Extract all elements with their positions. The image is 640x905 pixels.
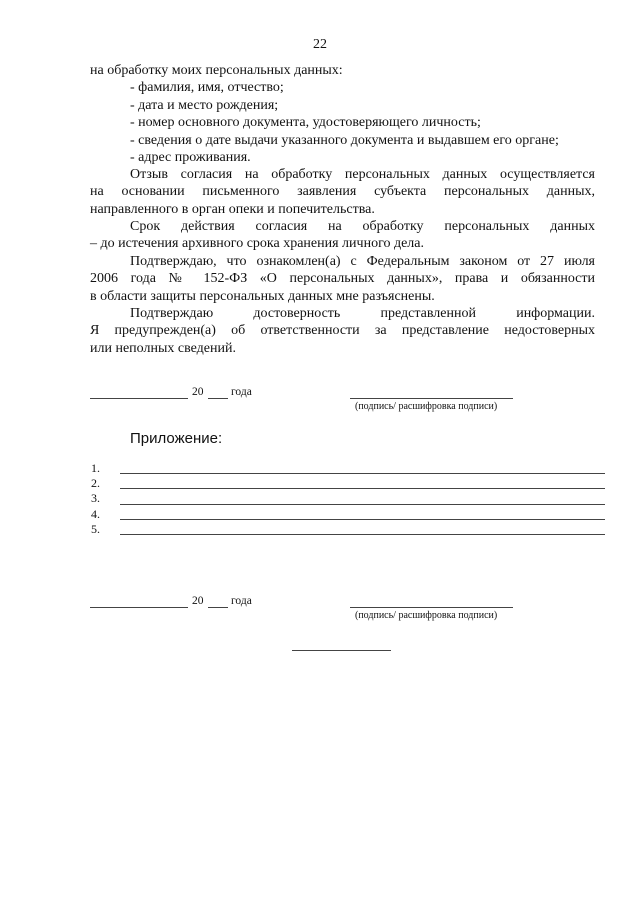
year-prefix: 20 (192, 595, 204, 607)
appendix-number: 5. (91, 522, 100, 536)
list-item: - номер основного документа, удостоверяющего личность; (130, 115, 481, 131)
appendix-line[interactable] (120, 534, 605, 535)
appendix-number: 3. (91, 491, 100, 505)
appendix-line[interactable] (120, 504, 605, 505)
list-item: - дата и место рождения; (130, 97, 279, 113)
year-suffix: года (231, 595, 252, 607)
appendix-number: 1. (91, 461, 100, 475)
signature-blank[interactable] (350, 398, 513, 399)
consent-list-block (90, 62, 595, 166)
appendix-number: 2. (91, 476, 100, 490)
paragraph-line: или неполных сведений. (90, 340, 236, 356)
paragraph-line: в области защиты персональных данных мне разъяснены. (90, 288, 435, 304)
list-item: - фамилия, имя, отчество; (130, 80, 284, 96)
paragraph-line: Подтверждаю, что ознакомлен(а) с Федеральным законом от 27 июля (130, 254, 595, 269)
year-suffix: года (231, 386, 252, 398)
appendix-line[interactable] (120, 473, 605, 474)
paragraph-line: направленного в орган опеки и попечительства. (90, 201, 375, 217)
accuracy-paragraph (90, 305, 595, 357)
paragraph-line: Я предупрежден(а) об ответственности за представление недостоверных (90, 323, 595, 339)
date-blank[interactable] (90, 607, 188, 608)
closing-separator (292, 650, 391, 651)
paragraph-line: Подтверждаю достоверность представленной информации. (130, 306, 595, 321)
appendix-line[interactable] (120, 519, 605, 520)
list-item: - адрес проживания. (130, 150, 251, 166)
appendix-number: 4. (91, 507, 100, 521)
validity-paragraph (90, 218, 595, 253)
law-acknowledgement-paragraph (90, 253, 595, 305)
list-item: - сведения о дате выдачи указанного документа и выдавшем его органе; (130, 132, 559, 148)
year-prefix: 20 (192, 386, 204, 398)
signature-blank[interactable] (350, 607, 513, 608)
appendix-title: Приложение: (130, 430, 223, 447)
page-number: 22 (313, 37, 327, 52)
paragraph-line: – до истечения архивного срока хранения личного дела. (90, 236, 424, 252)
paragraph-line: 2006 года № 152-ФЗ «О персональных данных», права и обязанности (90, 271, 595, 287)
paragraph-line: Срок действия согласия на обработку персональных данных (130, 219, 595, 234)
withdrawal-paragraph (90, 166, 595, 218)
signature-caption: (подпись/ расшифровка подписи) (355, 610, 498, 621)
appendix-line[interactable] (120, 488, 605, 489)
date-blank[interactable] (90, 398, 188, 399)
consent-lead: на обработку моих персональных данных: (90, 63, 343, 78)
year-blank[interactable] (208, 398, 228, 399)
paragraph-line: на основании письменного заявления субъекта персональных данных, (90, 184, 595, 200)
signature-caption: (подпись/ расшифровка подписи) (355, 401, 498, 412)
paragraph-line: Отзыв согласия на обработку персональных данных осуществляется (130, 167, 595, 182)
year-blank[interactable] (208, 607, 228, 608)
